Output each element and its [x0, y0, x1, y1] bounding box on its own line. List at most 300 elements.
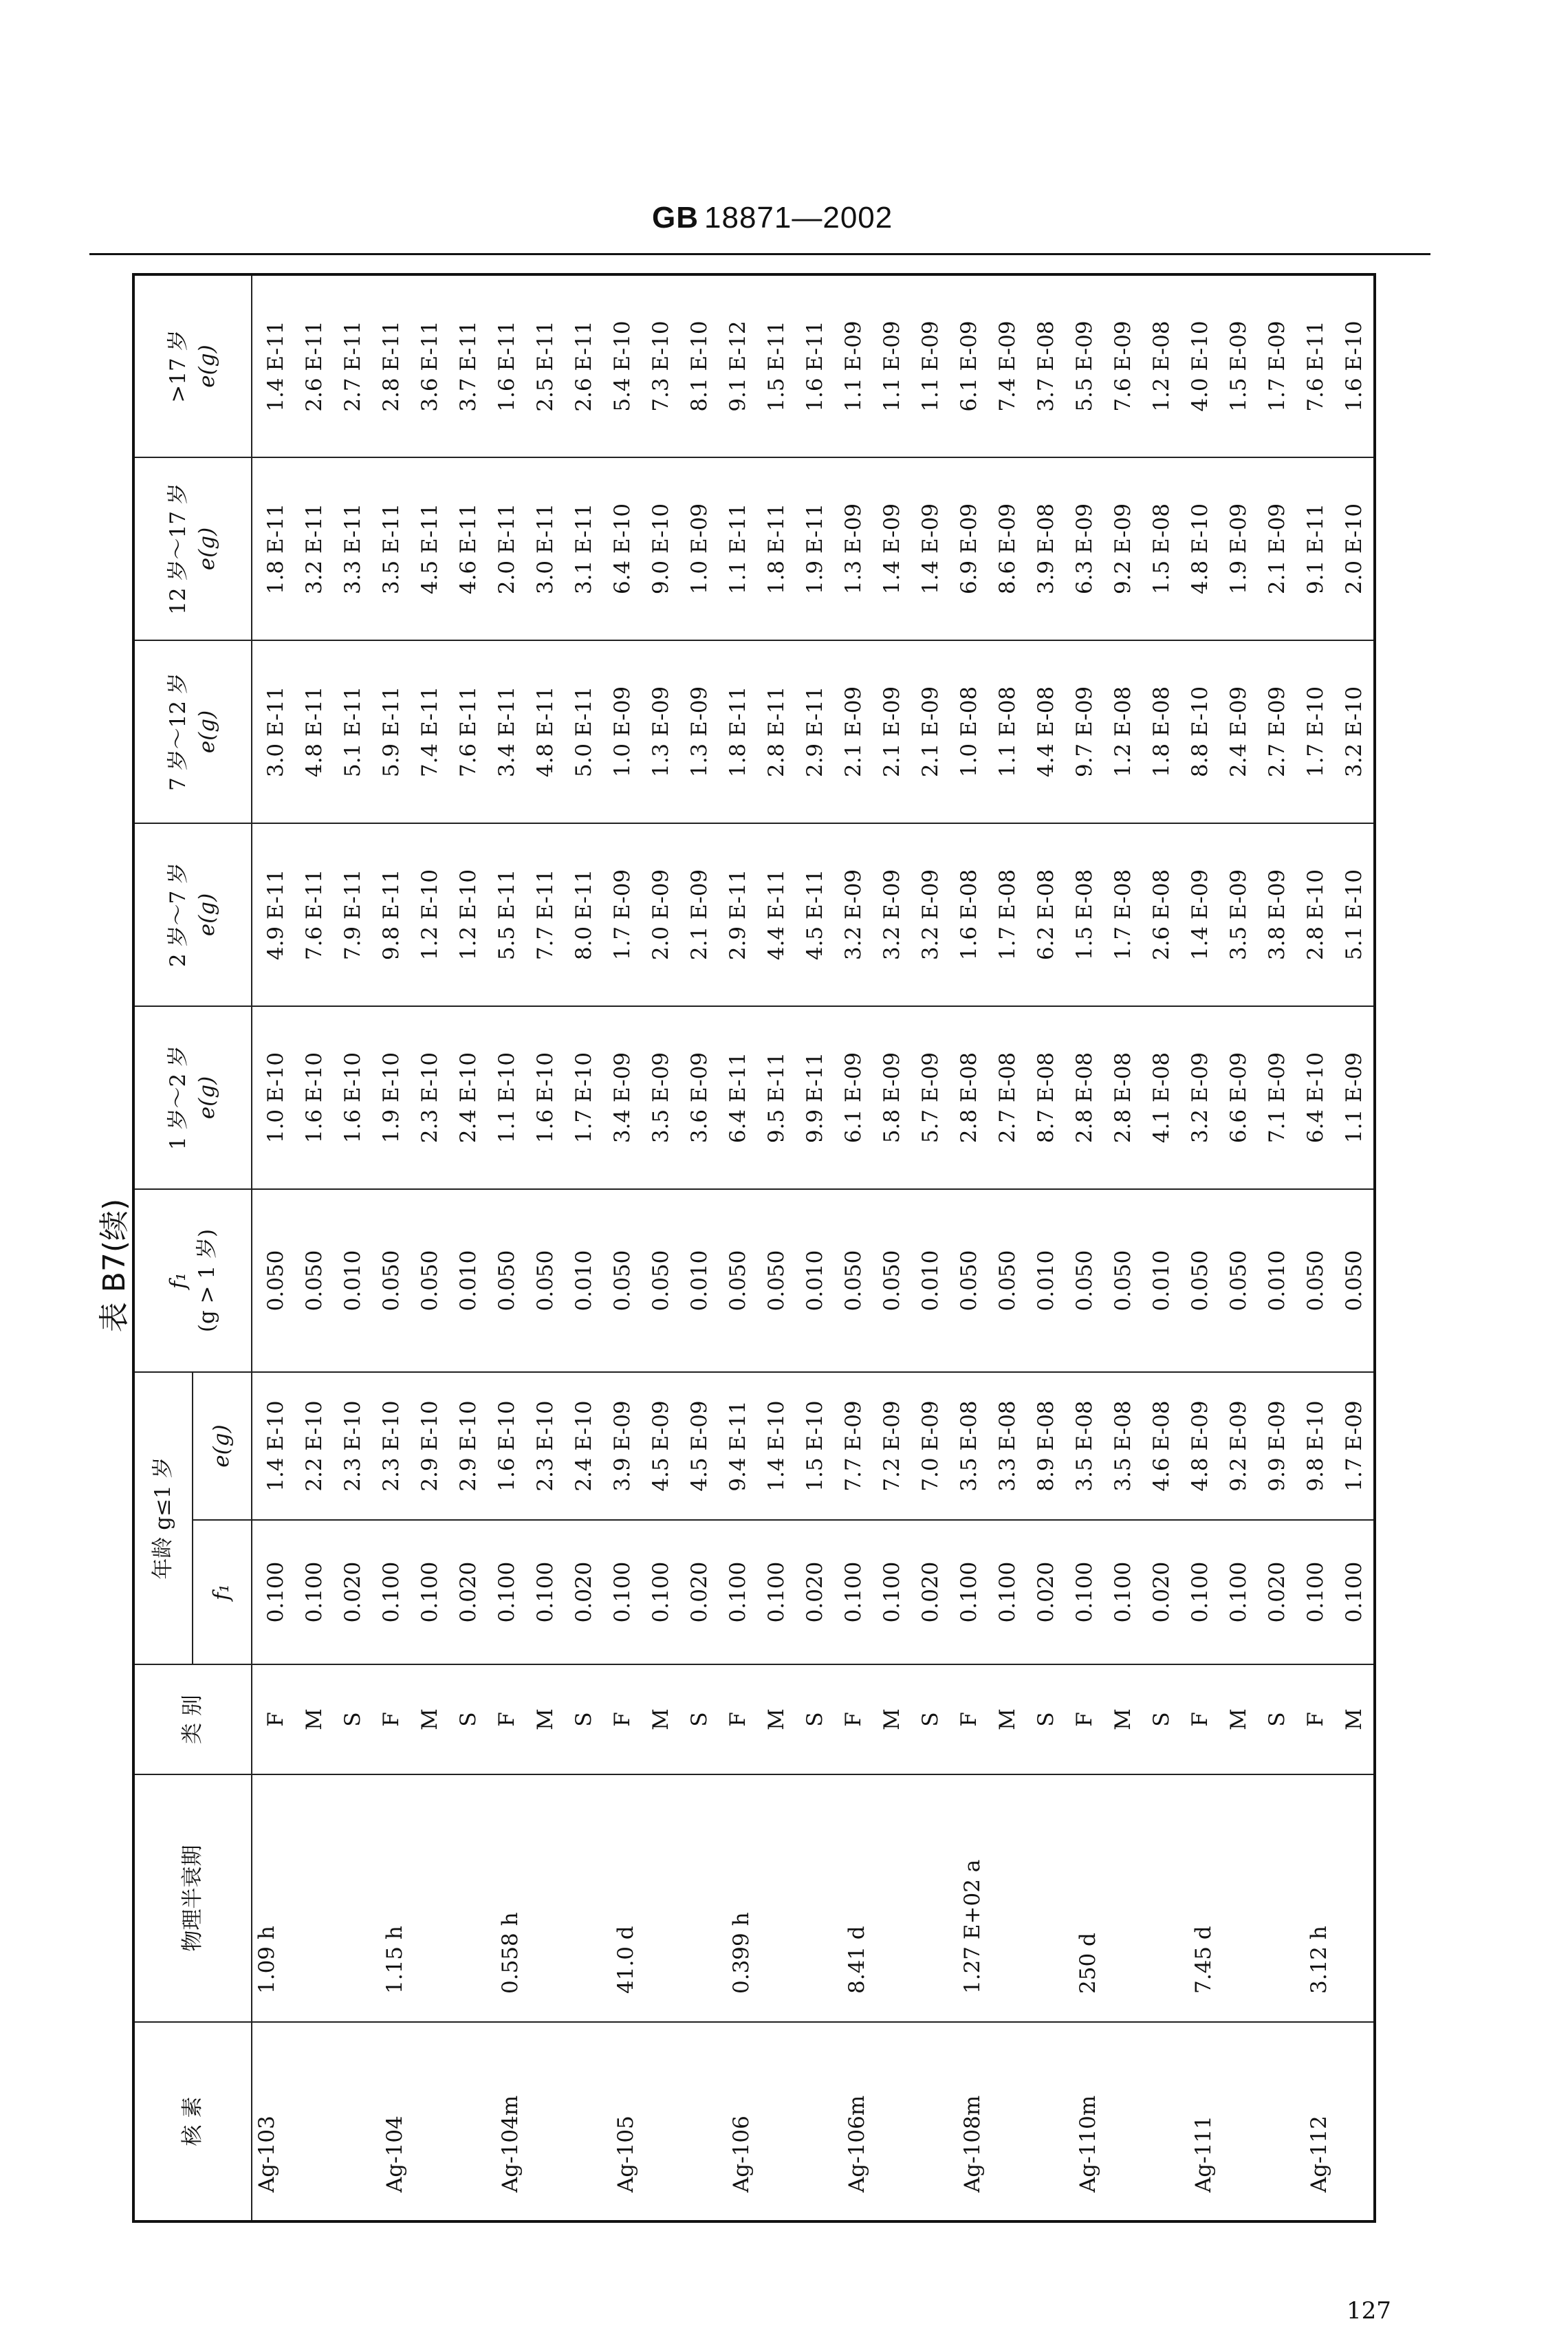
table-row	[1065, 274, 1104, 2221]
value-cell: 6.4 E-10	[1296, 1006, 1335, 1189]
halflife-cell: 8.41 d	[834, 1774, 950, 2022]
value-cell: 2.7 E-11	[334, 274, 372, 457]
col-age-12-17	[133, 457, 252, 640]
value-cell: 0.020	[334, 1520, 372, 1664]
value-cell: 9.0 E-10	[642, 457, 680, 640]
col-age-12-17-label: 12 岁～17 岁	[165, 483, 190, 615]
value-cell: 0.100	[642, 1520, 680, 1664]
value-cell: 2.1 E-09	[873, 640, 911, 823]
table-row	[1181, 274, 1219, 2221]
value-cell: 7.6 E-11	[449, 640, 488, 823]
value-cell: 3.9 E-09	[603, 1372, 642, 1520]
value-cell: 0.050	[252, 1189, 295, 1372]
value-cell: 0.050	[411, 1189, 449, 1372]
value-cell: M	[411, 1664, 449, 1774]
value-cell: M	[1104, 1664, 1142, 1774]
value-cell: 0.050	[719, 1189, 757, 1372]
value-cell: 1.5 E-08	[1065, 823, 1104, 1006]
halflife-cell: 250 d	[1065, 1774, 1181, 2022]
value-cell: 0.050	[757, 1189, 796, 1372]
value-cell: 0.100	[411, 1520, 449, 1664]
value-cell: 3.5 E-08	[1065, 1372, 1104, 1520]
value-cell: 0.100	[1219, 1520, 1258, 1664]
value-cell: 1.6 E-10	[334, 1006, 372, 1189]
value-cell: 0.050	[1104, 1189, 1142, 1372]
value-cell: 7.6 E-09	[1104, 274, 1142, 457]
value-cell: 0.050	[873, 1189, 911, 1372]
value-cell: 3.5 E-09	[642, 1006, 680, 1189]
value-cell: 3.5 E-11	[372, 457, 411, 640]
value-cell: 1.6 E-11	[488, 274, 526, 457]
value-cell: 9.1 E-12	[719, 274, 757, 457]
value-cell: 1.8 E-08	[1142, 640, 1181, 823]
value-cell: 1.5 E-11	[757, 274, 796, 457]
value-cell: 0.050	[1335, 1189, 1375, 1372]
value-cell: 2.8 E-08	[950, 1006, 988, 1189]
nuclide-cell: Ag-104	[372, 2022, 488, 2221]
value-cell: 0.020	[1142, 1520, 1181, 1664]
value-cell: 6.2 E-08	[1027, 823, 1065, 1006]
col-age-17-label: >17 岁	[165, 329, 190, 403]
value-cell: 0.010	[1142, 1189, 1181, 1372]
value-cell: 4.4 E-11	[757, 823, 796, 1006]
value-cell: 2.9 E-10	[411, 1372, 449, 1520]
col-age-1-2-eg: e(g)	[194, 1076, 219, 1120]
col-age-group: 年龄 g≤1 岁	[133, 1372, 193, 1664]
value-cell: 0.100	[372, 1520, 411, 1664]
value-cell: 3.0 E-11	[252, 640, 295, 823]
value-cell: 2.1 E-09	[680, 823, 719, 1006]
nuclide-cell: Ag-112	[1296, 2022, 1375, 2221]
value-cell: 3.4 E-09	[603, 1006, 642, 1189]
value-cell: 0.010	[796, 1189, 834, 1372]
value-cell: 2.2 E-10	[295, 1372, 334, 1520]
value-cell: 5.4 E-10	[603, 274, 642, 457]
value-cell: 2.8 E-08	[1104, 1006, 1142, 1189]
value-cell: 0.100	[1181, 1520, 1219, 1664]
value-cell: 2.9 E-11	[719, 823, 757, 1006]
rotated-table-container	[132, 275, 1373, 2223]
value-cell: 1.1 E-09	[911, 274, 950, 457]
value-cell: 3.2 E-09	[873, 823, 911, 1006]
value-cell: 2.1 E-09	[1258, 457, 1296, 640]
value-cell: 2.6 E-11	[565, 274, 603, 457]
value-cell: 3.5 E-08	[950, 1372, 988, 1520]
value-cell: 0.100	[873, 1520, 911, 1664]
value-cell: 6.6 E-09	[1219, 1006, 1258, 1189]
value-cell: 4.8 E-09	[1181, 1372, 1219, 1520]
value-cell: 0.020	[680, 1520, 719, 1664]
nuclide-cell: Ag-111	[1181, 2022, 1296, 2221]
value-cell: 2.7 E-08	[988, 1006, 1027, 1189]
value-cell: 2.4 E-10	[449, 1006, 488, 1189]
col-f1-over1-label: f₁	[165, 1272, 190, 1289]
halflife-cell: 1.27 E+02 a	[950, 1774, 1065, 2022]
value-cell: 0.050	[488, 1189, 526, 1372]
value-cell: 0.100	[603, 1520, 642, 1664]
value-cell: 5.1 E-10	[1335, 823, 1375, 1006]
value-cell: M	[1219, 1664, 1258, 1774]
value-cell: 0.050	[642, 1189, 680, 1372]
value-cell: 9.2 E-09	[1219, 1372, 1258, 1520]
value-cell: M	[295, 1664, 334, 1774]
value-cell: 4.5 E-09	[642, 1372, 680, 1520]
value-cell: M	[757, 1664, 796, 1774]
value-cell: 0.100	[1335, 1520, 1375, 1664]
value-cell: 0.100	[988, 1520, 1027, 1664]
col-age-17-eg: e(g)	[194, 345, 219, 388]
table-row	[488, 274, 526, 2221]
value-cell: 9.8 E-10	[1296, 1372, 1335, 1520]
value-cell: 2.4 E-10	[565, 1372, 603, 1520]
value-cell: 1.9 E-09	[1219, 457, 1258, 640]
value-cell: 0.020	[911, 1520, 950, 1664]
col-age-2-7-eg: e(g)	[194, 893, 219, 937]
value-cell: 8.6 E-09	[988, 457, 1027, 640]
value-cell: 6.1 E-09	[834, 1006, 873, 1189]
value-cell: 1.6 E-10	[1335, 274, 1375, 457]
value-cell: 3.1 E-11	[565, 457, 603, 640]
value-cell: 6.3 E-09	[1065, 457, 1104, 640]
value-cell: 3.3 E-11	[334, 457, 372, 640]
value-cell: 9.5 E-11	[757, 1006, 796, 1189]
value-cell: 0.020	[565, 1520, 603, 1664]
value-cell: 6.4 E-11	[719, 1006, 757, 1189]
value-cell: 1.4 E-09	[911, 457, 950, 640]
value-cell: 7.3 E-10	[642, 274, 680, 457]
value-cell: 4.5 E-11	[796, 823, 834, 1006]
value-cell: 7.4 E-09	[988, 274, 1027, 457]
value-cell: S	[1027, 1664, 1065, 1774]
value-cell: 1.2 E-08	[1104, 640, 1142, 823]
value-cell: 1.6 E-10	[488, 1372, 526, 1520]
halflife-cell: 0.399 h	[719, 1774, 834, 2022]
value-cell: 0.100	[252, 1520, 295, 1664]
value-cell: 1.7 E-10	[1296, 640, 1335, 823]
value-cell: 0.100	[834, 1520, 873, 1664]
table-row	[252, 274, 295, 2221]
col-halflife: 物理半衰期	[133, 1774, 252, 2022]
table-caption-box	[91, 1198, 132, 1333]
value-cell: 3.5 E-08	[1104, 1372, 1142, 1520]
value-cell: 0.100	[1104, 1520, 1142, 1664]
value-cell: 1.2 E-08	[1142, 274, 1181, 457]
value-cell: 0.050	[988, 1189, 1027, 1372]
value-cell: 3.2 E-09	[911, 823, 950, 1006]
value-cell: 1.5 E-09	[1219, 274, 1258, 457]
value-cell: F	[252, 1664, 295, 1774]
value-cell: 9.9 E-09	[1258, 1372, 1296, 1520]
value-cell: 3.2 E-11	[295, 457, 334, 640]
value-cell: M	[988, 1664, 1027, 1774]
value-cell: 7.4 E-11	[411, 640, 449, 823]
value-cell: 1.1 E-10	[488, 1006, 526, 1189]
value-cell: 3.0 E-11	[526, 457, 565, 640]
value-cell: 2.4 E-09	[1219, 640, 1258, 823]
value-cell: 1.9 E-11	[796, 457, 834, 640]
value-cell: 4.5 E-09	[680, 1372, 719, 1520]
halflife-cell: 41.0 d	[603, 1774, 719, 2022]
value-cell: 8.7 E-08	[1027, 1006, 1065, 1189]
value-cell: 5.0 E-11	[565, 640, 603, 823]
value-cell: 6.9 E-09	[950, 457, 988, 640]
value-cell: 0.010	[565, 1189, 603, 1372]
col-nuclide: 核 素	[133, 2022, 252, 2221]
value-cell: 6.4 E-10	[603, 457, 642, 640]
value-cell: 1.8 E-11	[757, 457, 796, 640]
nuclide-cell: Ag-103	[252, 2022, 372, 2221]
value-cell: 2.6 E-08	[1142, 823, 1181, 1006]
value-cell: F	[603, 1664, 642, 1774]
value-cell: 8.9 E-08	[1027, 1372, 1065, 1520]
value-cell: 1.1 E-09	[834, 274, 873, 457]
value-cell: 0.100	[295, 1520, 334, 1664]
col-e: e(g)	[193, 1372, 252, 1520]
value-cell: 4.6 E-08	[1142, 1372, 1181, 1520]
col-f1: f₁	[193, 1520, 252, 1664]
col-f1-over1-sub: (g > 1 岁)	[194, 1228, 219, 1333]
value-cell: S	[1142, 1664, 1181, 1774]
value-cell: F	[1065, 1664, 1104, 1774]
value-cell: 2.0 E-11	[488, 457, 526, 640]
col-age-7-12-label: 7 岁～12 岁	[165, 673, 190, 791]
col-f1-over1	[133, 1189, 252, 1372]
value-cell: 5.7 E-09	[911, 1006, 950, 1189]
value-cell: 1.4 E-09	[873, 457, 911, 640]
col-age-2-7	[133, 823, 252, 1006]
value-cell: 3.8 E-09	[1258, 823, 1296, 1006]
nuclide-cell: Ag-104m	[488, 2022, 603, 2221]
value-cell: 3.7 E-08	[1027, 274, 1065, 457]
value-cell: 9.4 E-11	[719, 1372, 757, 1520]
value-cell: 1.7 E-08	[1104, 823, 1142, 1006]
value-cell: 3.7 E-11	[449, 274, 488, 457]
value-cell: 6.1 E-09	[950, 274, 988, 457]
nuclide-cell: Ag-106m	[834, 2022, 950, 2221]
value-cell: 0.050	[1296, 1189, 1335, 1372]
value-cell: F	[1181, 1664, 1219, 1774]
value-cell: 2.0 E-09	[642, 823, 680, 1006]
value-cell: 3.6 E-11	[411, 274, 449, 457]
value-cell: 0.050	[603, 1189, 642, 1372]
value-cell: 1.0 E-09	[603, 640, 642, 823]
value-cell: 7.6 E-11	[295, 823, 334, 1006]
value-cell: 4.8 E-11	[526, 640, 565, 823]
value-cell: 0.100	[488, 1520, 526, 1664]
nuclide-cell: Ag-106	[719, 2022, 834, 2221]
value-cell: 0.100	[950, 1520, 988, 1664]
value-cell: 1.8 E-11	[252, 457, 295, 640]
value-cell: 1.0 E-08	[950, 640, 988, 823]
value-cell: 8.0 E-11	[565, 823, 603, 1006]
standard-prefix: GB	[652, 201, 699, 235]
value-cell: 3.5 E-09	[1219, 823, 1258, 1006]
value-cell: 1.1 E-09	[873, 274, 911, 457]
value-cell: 1.9 E-10	[372, 1006, 411, 1189]
halflife-cell: 1.09 h	[252, 1774, 372, 2022]
nuclide-cell: Ag-110m	[1065, 2022, 1181, 2221]
halflife-cell: 3.12 h	[1296, 1774, 1375, 2022]
value-cell: 2.3 E-10	[334, 1372, 372, 1520]
value-cell: 1.7 E-10	[565, 1006, 603, 1189]
value-cell: 0.050	[1219, 1189, 1258, 1372]
value-cell: 0.010	[1027, 1189, 1065, 1372]
value-cell: M	[526, 1664, 565, 1774]
value-cell: 7.7 E-09	[834, 1372, 873, 1520]
value-cell: 0.020	[1258, 1520, 1296, 1664]
halflife-cell: 7.45 d	[1181, 1774, 1296, 2022]
value-cell: 7.2 E-09	[873, 1372, 911, 1520]
value-cell: F	[950, 1664, 988, 1774]
value-cell: S	[565, 1664, 603, 1774]
value-cell: 0.010	[449, 1189, 488, 1372]
value-cell: 2.8 E-11	[372, 274, 411, 457]
value-cell: 4.8 E-11	[295, 640, 334, 823]
halflife-cell: 0.558 h	[488, 1774, 603, 2022]
table-row	[1296, 274, 1335, 2221]
value-cell: 0.050	[1065, 1189, 1104, 1372]
table-body	[252, 274, 1375, 2221]
value-cell: 0.020	[1027, 1520, 1065, 1664]
col-age-12-17-eg: e(g)	[194, 527, 219, 571]
value-cell: 1.7 E-09	[1335, 1372, 1375, 1520]
value-cell: 5.5 E-11	[488, 823, 526, 1006]
nuclide-cell: Ag-108m	[950, 2022, 1065, 2221]
value-cell: 4.9 E-11	[252, 823, 295, 1006]
value-cell: 2.9 E-10	[449, 1372, 488, 1520]
value-cell: 0.020	[449, 1520, 488, 1664]
value-cell: 4.0 E-10	[1181, 274, 1219, 457]
value-cell: 1.4 E-10	[757, 1372, 796, 1520]
value-cell: S	[796, 1664, 834, 1774]
value-cell: 0.100	[757, 1520, 796, 1664]
value-cell: 7.9 E-11	[334, 823, 372, 1006]
value-cell: M	[1335, 1664, 1375, 1774]
value-cell: 2.3 E-10	[372, 1372, 411, 1520]
value-cell: 4.5 E-11	[411, 457, 449, 640]
value-cell: S	[680, 1664, 719, 1774]
value-cell: 2.6 E-11	[295, 274, 334, 457]
table-row	[719, 274, 757, 2221]
value-cell: 2.7 E-09	[1258, 640, 1296, 823]
value-cell: S	[1258, 1664, 1296, 1774]
value-cell: 1.8 E-11	[719, 640, 757, 823]
value-cell: 1.1 E-09	[1335, 1006, 1375, 1189]
value-cell: 4.4 E-08	[1027, 640, 1065, 823]
value-cell: 0.010	[680, 1189, 719, 1372]
value-cell: F	[719, 1664, 757, 1774]
value-cell: 1.4 E-09	[1181, 823, 1219, 1006]
value-cell: 1.7 E-08	[988, 823, 1027, 1006]
value-cell: 8.1 E-10	[680, 274, 719, 457]
value-cell: 3.3 E-08	[988, 1372, 1027, 1520]
value-cell: 9.8 E-11	[372, 823, 411, 1006]
value-cell: 0.050	[1181, 1189, 1219, 1372]
value-cell: 1.0 E-09	[680, 457, 719, 640]
value-cell: 1.7 E-09	[603, 823, 642, 1006]
value-cell: 8.8 E-10	[1181, 640, 1219, 823]
value-cell: F	[488, 1664, 526, 1774]
value-cell: 0.050	[372, 1189, 411, 1372]
value-cell: 9.1 E-11	[1296, 457, 1335, 640]
value-cell: 0.050	[526, 1189, 565, 1372]
nuclide-cell: Ag-105	[603, 2022, 719, 2221]
value-cell: 2.9 E-11	[796, 640, 834, 823]
table-row	[834, 274, 873, 2221]
value-cell: 0.050	[295, 1189, 334, 1372]
value-cell: 7.6 E-11	[1296, 274, 1335, 457]
value-cell: 0.100	[1065, 1520, 1104, 1664]
value-cell: 1.5 E-08	[1142, 457, 1181, 640]
value-cell: 1.6 E-08	[950, 823, 988, 1006]
value-cell: 7.1 E-09	[1258, 1006, 1296, 1189]
value-cell: M	[642, 1664, 680, 1774]
table-row	[950, 274, 988, 2221]
value-cell: 3.6 E-09	[680, 1006, 719, 1189]
value-cell: 5.1 E-11	[334, 640, 372, 823]
value-cell: 3.2 E-09	[1181, 1006, 1219, 1189]
value-cell: 1.6 E-10	[295, 1006, 334, 1189]
table-caption: 表 B7(续)	[97, 1198, 132, 1333]
value-cell: S	[911, 1664, 950, 1774]
value-cell: 1.3 E-09	[834, 457, 873, 640]
value-cell: 7.0 E-09	[911, 1372, 950, 1520]
value-cell: S	[449, 1664, 488, 1774]
value-cell: 3.9 E-08	[1027, 457, 1065, 640]
value-cell: 1.2 E-10	[449, 823, 488, 1006]
document-header	[652, 201, 893, 235]
value-cell: 2.1 E-09	[834, 640, 873, 823]
value-cell: 2.1 E-09	[911, 640, 950, 823]
value-cell: F	[372, 1664, 411, 1774]
value-cell: 0.100	[719, 1520, 757, 1664]
col-type: 类 别	[133, 1664, 252, 1774]
value-cell: 0.100	[526, 1520, 565, 1664]
value-cell: F	[1296, 1664, 1335, 1774]
value-cell: 2.8 E-08	[1065, 1006, 1104, 1189]
value-cell: 3.2 E-10	[1335, 640, 1375, 823]
value-cell: S	[334, 1664, 372, 1774]
value-cell: 0.050	[834, 1189, 873, 1372]
value-cell: 1.2 E-10	[411, 823, 449, 1006]
value-cell: 1.0 E-10	[252, 1006, 295, 1189]
value-cell: 3.4 E-11	[488, 640, 526, 823]
header-rule	[89, 253, 1430, 255]
value-cell: 1.5 E-10	[796, 1372, 834, 1520]
value-cell: 4.8 E-10	[1181, 457, 1219, 640]
col-age-7-12-eg: e(g)	[194, 710, 219, 754]
value-cell: 1.6 E-10	[526, 1006, 565, 1189]
halflife-cell: 1.15 h	[372, 1774, 488, 2022]
col-age-2-7-label: 2 岁～7 岁	[165, 862, 190, 968]
value-cell: 1.4 E-10	[252, 1372, 295, 1520]
value-cell: 1.3 E-09	[680, 640, 719, 823]
dose-coefficient-table	[132, 273, 1376, 2223]
value-cell: 1.1 E-08	[988, 640, 1027, 823]
value-cell: 2.8 E-10	[1296, 823, 1335, 1006]
standard-number: 18871—2002	[704, 201, 893, 235]
value-cell: 2.0 E-10	[1335, 457, 1375, 640]
table-row	[603, 274, 642, 2221]
value-cell: 4.1 E-08	[1142, 1006, 1181, 1189]
value-cell: 0.020	[796, 1520, 834, 1664]
value-cell: 0.050	[950, 1189, 988, 1372]
value-cell: 9.2 E-09	[1104, 457, 1142, 640]
value-cell: 0.100	[1296, 1520, 1335, 1664]
value-cell: F	[834, 1664, 873, 1774]
col-age-1-2	[133, 1006, 252, 1189]
value-cell: 5.9 E-11	[372, 640, 411, 823]
